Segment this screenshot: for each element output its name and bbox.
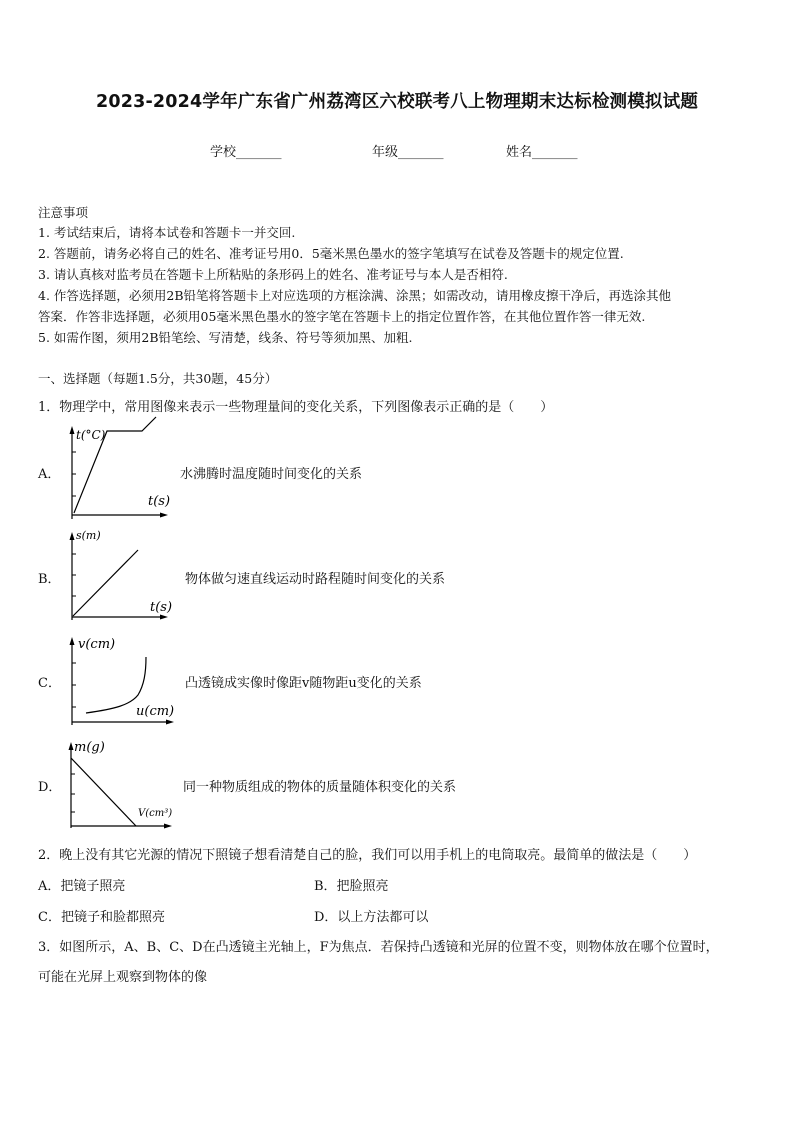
option-a-text: 水沸腾时温度随时间变化的关系: [180, 467, 363, 482]
q2-option-a[interactable]: A．把镜子照亮: [38, 879, 126, 894]
question-2-stem: 2．晚上没有其它光源的情况下照镜子想看清楚自己的脸，我们可以用手机上的电筒取亮。最简单的做法是（ ）: [38, 848, 697, 863]
option-d-label[interactable]: D．: [38, 780, 62, 795]
y-axis-arrow: [70, 426, 75, 434]
q2-option-d[interactable]: D．以上方法都可以: [314, 910, 429, 925]
y-axis-arrow: [70, 532, 75, 540]
data-line: [73, 550, 138, 616]
graph-d: [60, 736, 185, 831]
q2-option-b[interactable]: B．把脸照亮: [314, 879, 389, 894]
y-axis-label: s(m): [76, 529, 101, 542]
x-axis-label: t(s): [150, 600, 173, 615]
x-axis-arrow: [160, 615, 168, 620]
exam-title: 2023-2024学年广东省广州荔湾区六校联考八上物理期末达标检测模拟试题: [95, 92, 699, 112]
option-b-label[interactable]: B．: [38, 572, 61, 587]
option-d-text: 同一种物质组成的物体的质量随体积变化的关系: [183, 780, 457, 795]
x-axis-arrow: [166, 720, 174, 725]
notice-heading: 注意事项: [38, 205, 89, 220]
y-axis-label: m(g): [74, 740, 105, 755]
x-axis-label: V(cm³): [138, 808, 173, 819]
y-axis-label: t(°C): [76, 428, 106, 442]
x-axis-arrow: [164, 824, 172, 829]
graph-a: [60, 424, 180, 524]
option-c-label[interactable]: C．: [38, 676, 61, 691]
x-axis-label: t(s): [148, 494, 171, 509]
option-c-text: 凸透镜成实像时像距v随物距u变化的关系: [185, 676, 422, 691]
section-heading: 一、选择题（每题1.5分，共30题，45分）: [38, 371, 278, 386]
option-b-text: 物体做匀速直线运动时路程随时间变化的关系: [185, 572, 446, 587]
graph-c: [60, 633, 185, 728]
question-3-stem-line1: 3．如图所示，A、B、C、D在凸透镜主光轴上，F为焦点．若保持凸透镜和光屏的位置不变，则物体放在哪个位置时，: [38, 940, 719, 955]
x-axis-arrow: [160, 513, 168, 518]
graph-b: [60, 528, 180, 623]
question-3-stem-line2: 可能在光屏上观察到物体的像: [38, 970, 208, 985]
x-axis-label: u(cm): [136, 704, 175, 719]
notice-item: 4. 作答选择题，必须用2B铅笔将答题卡上对应选项的方框涂满、涂黑；如需改动，请用橡皮擦干净后，再选涂其他: [38, 288, 672, 303]
notice-item: 3. 请认真核对监考员在答题卡上所粘贴的条形码上的姓名、准考证号与本人是否相符.: [38, 267, 508, 282]
school-field: 学校_______: [210, 145, 282, 160]
notice-item: 5. 如需作图，须用2B铅笔绘、写清楚，线条、符号等须加黑、加粗.: [38, 330, 413, 345]
question-1-stem: 1．物理学中，常用图像来表示一些物理量间的变化关系，下列图像表示正确的是（ ）: [38, 400, 554, 415]
y-axis-arrow: [70, 637, 75, 645]
notice-item: 1. 考试结束后，请将本试卷和答题卡一并交回.: [38, 225, 296, 240]
data-line: [71, 758, 136, 826]
notice-item: 2. 答题前，请务必将自己的姓名、准考证号用0．5毫米黑色墨水的签字笔填写在试卷及答题卡的规定位置.: [38, 246, 624, 261]
y-axis-label: v(cm): [78, 637, 116, 652]
name-field: 姓名_______: [506, 145, 578, 160]
option-a-label[interactable]: A．: [38, 467, 61, 482]
q2-option-c[interactable]: C．把镜子和脸都照亮: [38, 910, 165, 925]
y-axis-arrow: [69, 742, 74, 750]
grade-field: 年级_______: [372, 145, 444, 160]
notice-item: 答案．作答非选择题，必须用05毫米黑色墨水的签字笔在答题卡上的指定位置作答，在其他位置作答一律无效.: [38, 309, 646, 324]
